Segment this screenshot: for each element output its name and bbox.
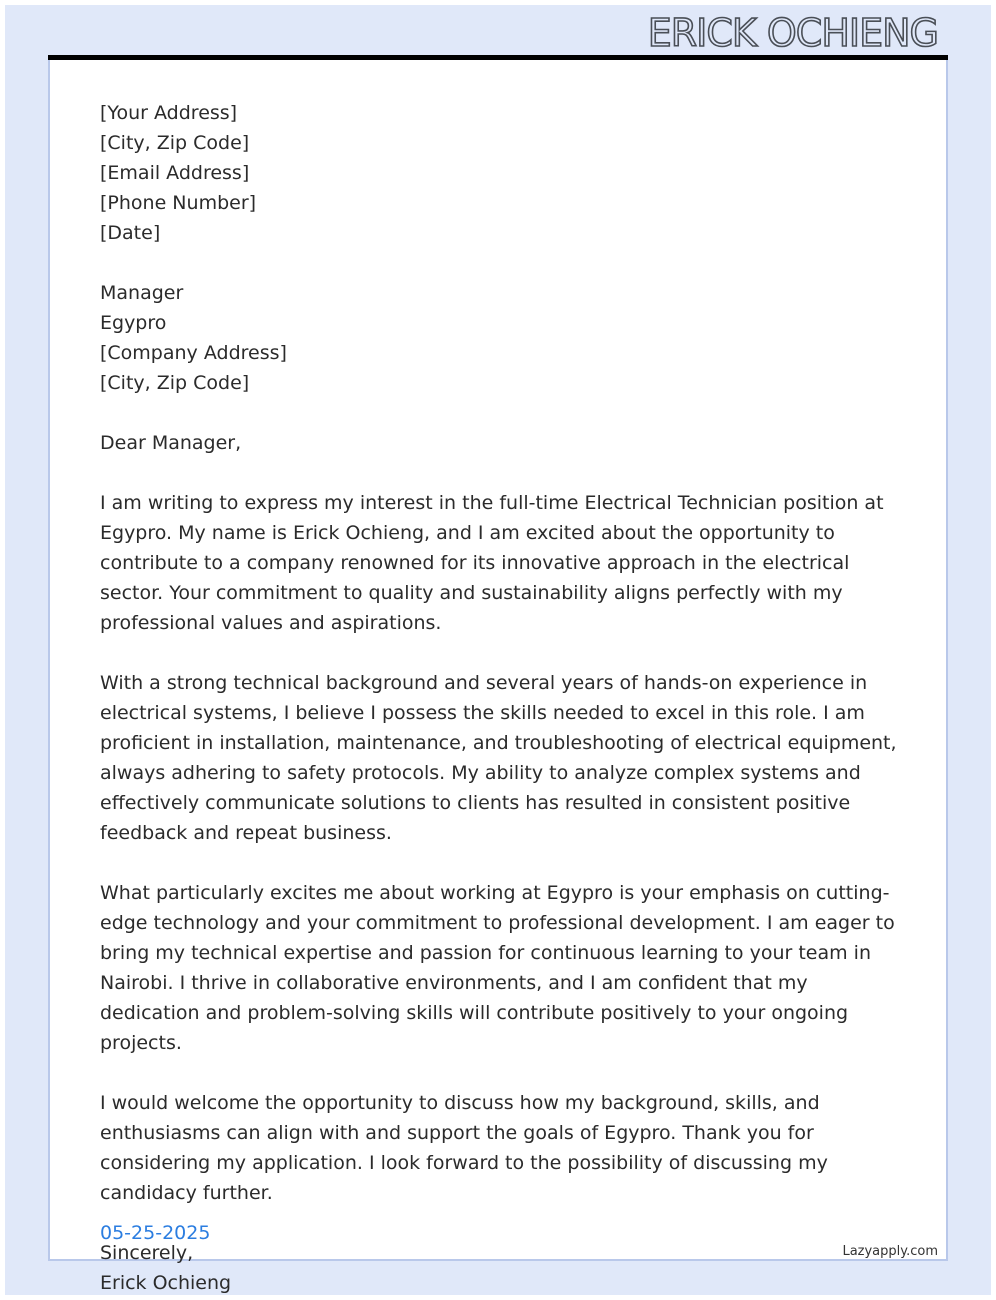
body-paragraph-2: With a strong technical background and several years of hands-on experience in electrical systems, I believe I possess the skills needed to excel in this role. I am proficient in installation, maintenance, and troubleshooting of electrical equipment, always adhering to safety protocols. My ability to analyze complex systems and effectively communicate solutions to clients has resulted in consistent positive feedback and repeat business. <box>100 672 897 844</box>
salutation-text: Dear Manager, <box>100 432 242 454</box>
sender-email-line: [Email Address] <box>100 162 250 184</box>
body-paragraph-4: I would welcome the opportunity to discuss how my background, skills, and enthusiasms can align with and support the goals of Egypro. Thank you for considering my application. I look forward to the possibility of discussing my candidacy further. <box>100 1092 828 1204</box>
valediction: Sincerely, <box>100 1242 194 1264</box>
signature-date: 05-25-2025 <box>100 1222 211 1244</box>
signature-name: Erick Ochieng <box>100 1272 232 1294</box>
recipient-company-line: Egypro <box>100 312 167 334</box>
letter-page <box>48 60 948 1294</box>
sender-city-line: [City, Zip Code] <box>100 132 250 154</box>
header-name: ERICK OCHIENG <box>647 11 938 55</box>
sender-date-line: [Date] <box>100 222 161 244</box>
recipient-address <box>100 278 900 398</box>
body-paragraph-3: What particularly excites me about working at Egypro is your emphasis on cutting-edge technology and your commitment to professional development. I am eager to bring my technical expertise and passion for continuous learning to your team in Nairobi. I thrive in collaborative environments, and I am confident that my dedication and problem-solving skills will contribute positively to your ongoing projects. <box>100 882 895 1054</box>
watermark: Lazyapply.com <box>842 1244 938 1259</box>
letter-body <box>100 98 900 1298</box>
sender-address <box>100 98 900 248</box>
sender-phone-line: [Phone Number] <box>100 192 257 214</box>
recipient-address-line: [Company Address] <box>100 342 287 364</box>
body-paragraph-1: I am writing to express my interest in the full-time Electrical Technician position at Egypro. My name is Erick Ochieng, and I am excited about the opportunity to contribute to a company renowned for its innovative approach in the electrical sector. Your commitment to quality and sustainability aligns perfectly with my professional values and aspirations. <box>100 492 884 634</box>
recipient-title-line: Manager <box>100 282 184 304</box>
salutation <box>100 428 900 458</box>
recipient-city-line: [City, Zip Code] <box>100 372 250 394</box>
closing <box>100 1238 900 1298</box>
sender-address-line: [Your Address] <box>100 102 238 124</box>
